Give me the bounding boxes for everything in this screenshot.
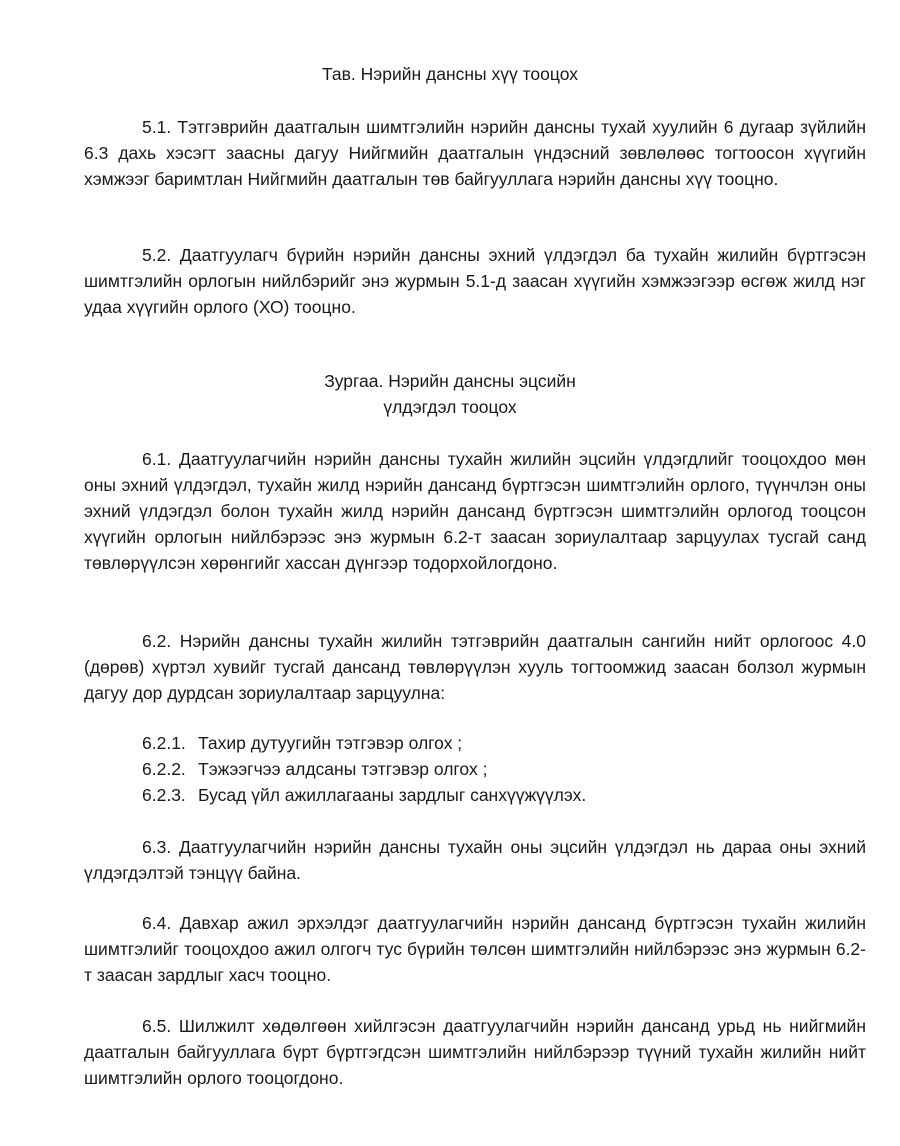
section-6-heading-line-2: үлдэгдэл тооцох: [383, 397, 517, 417]
paragraph-6-2: 6.2. Нэрийн дансны тухайн жилийн тэтгэврийн даатгалын сангийн нийт орлогоос 4.0 (дөрөв) хүртэл хувийг тусгай дансанд төвлөрүүлэн хууль тогтоомжид заасан болзол журмын дагуу дор дурдсан зориулалтаар зарцуулна:: [84, 631, 866, 703]
list-item-text: Тэжээгчээ алдсаны тэтгэвэр олгох ;: [198, 759, 488, 779]
list-item: [142, 782, 586, 808]
list-item-number: 6.2.1.: [142, 733, 186, 753]
paragraph-6-3: 6.3. Даатгуулагчийн нэрийн дансны тухайн оны эцсийн үлдэгдэл нь дараа оны эхний үлдэгдэлтэй тэнцүү байна.: [84, 837, 866, 883]
paragraph-6-4: 6.4. Давхар ажил эрхэлдэг даатгуулагчийн нэрийн дансанд бүртгэсэн тухайн жилийн шимтгэлийг тооцохдоо ажил олгогч тус бүрийн төлсөн шимтгэлийн нийлбэрээс энэ журмын 6.2-т заасан зардлыг хасч тооцно.: [84, 913, 866, 985]
list-item-number: 6.2.3.: [142, 785, 186, 805]
list-item: [142, 756, 487, 782]
section-5-heading: Тав. Нэрийн дансны хүү тооцох: [321, 64, 578, 84]
paragraph-6-1: 6.1. Даатгуулагчийн нэрийн дансны тухайн жилийн эцсийн үлдэгдлийг тооцохдоо мөн оны эхний үлдэгдэл, тухайн жилд нэрийн дансанд бүртгэсэн шимтгэлийн орлого, түүнчлэн оны эхний үлдэгдэл болон тухайн жилд нэрийн дансанд бүртгэсэн шимтгэлийн орлогод тооцсон хүүгийн орлогын нийлбэрээс энэ журмын 6.2-т заасан зориулалтаар зарцуулах тусгай санд төвлөрүүлсэн хөрөнгийг хассан дүнгээр тодорхойлогдоно.: [84, 449, 866, 573]
section-6-heading-line-1: Зургаа. Нэрийн дансны эцсийн: [324, 371, 576, 391]
list-item: [142, 730, 462, 756]
paragraph-5-2: 5.2. Даатгуулагч бүрийн нэрийн дансны эхний үлдэгдэл ба тухайн жилийн бүртгэсэн шимтгэлийн орлогын нийлбэрийг энэ журмын 5.1-д заасан хүүгийн хэмжээгээр өсгөж жилд нэг удаа хүүгийн орлого (ХО) тооцно.: [84, 245, 866, 317]
paragraph-6-5: 6.5. Шилжилт хөдөлгөөн хийлгэсэн даатгуулагчийн нэрийн дансанд урьд нь нийгмийн даатгалын байгууллага бүрт бүртгэгдсэн шимтгэлийн нийлбэрээр түүний тухайн жилийн нийт шимтгэлийн орлого тооцогдоно.: [84, 1016, 866, 1088]
paragraph-5-1: 5.1. Тэтгэврийн даатгалын шимтгэлийн нэрийн дансны тухай хуулийн 6 дугаар зүйлийн 6.3 дахь хэсэгт заасны дагуу Нийгмийн даатгалын үндэсний зөвлөлөөс тогтоосон хүүгийн хэмжээг баримтлан Нийгмийн даатгалын төв байгууллага нэрийн дансны хүү тооцно.: [84, 117, 866, 189]
list-item-text: Бусад үйл ажиллагааны зардлыг санхүүжүүлэх.: [198, 785, 587, 805]
list-item-number: 6.2.2.: [142, 759, 186, 779]
section-6-heading: [0, 368, 900, 420]
list-item-text: Тахир дутуугийн тэтгэвэр олгох ;: [198, 733, 463, 753]
